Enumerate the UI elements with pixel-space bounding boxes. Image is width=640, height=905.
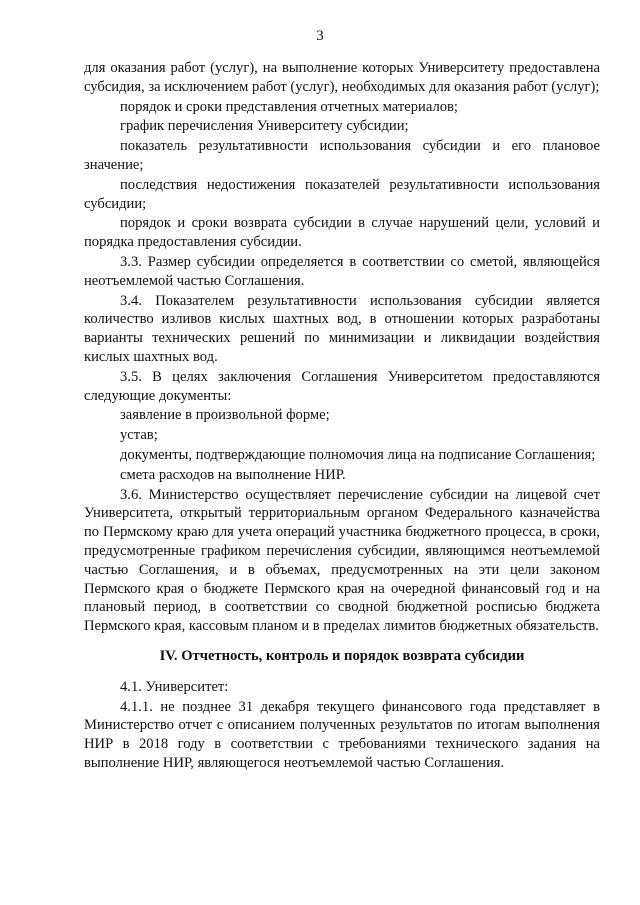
paragraph: для оказания работ (услуг), на выполнение которых Университету предоставлена субсидия, за исключением работ (услуг), необходимых для оказания работ (услуг); xyxy=(84,60,600,95)
paragraph: устав; xyxy=(120,427,158,444)
paragraph: смета расходов на выполнение НИР. xyxy=(120,466,346,483)
paragraph: 4.1.1. не позднее 31 декабря текущего финансового года представляет в Министерство отчет с описанием полученных результатов по итогам выполнения НИР в 2018 году в соответствии с требованиями технического задания на выполнение НИР, являющегося неотъемлемой частью Соглашения. xyxy=(84,698,600,771)
paragraph: порядок и сроки возврата субсидии в случае нарушений цели, условий и порядка предоставления субсидии. xyxy=(84,215,600,251)
paragraph: последствия недостижения показателей результативности использования субсидии; xyxy=(84,176,600,212)
paragraph: 4.1. Университет: xyxy=(120,678,229,695)
paragraph: порядок и сроки представления отчетных материалов; xyxy=(120,98,458,115)
paragraph: документы, подтверждающие полномочия лица на подписание Соглашения; xyxy=(120,446,596,463)
paragraph: 3.3. Размер субсидии определяется в соответствии со сметой, являющейся неотъемлемой частью Соглашения. xyxy=(84,253,600,289)
document-body xyxy=(84,59,600,773)
section-heading: IV. Отчетность, контроль и порядок возврата субсидии xyxy=(159,647,525,664)
paragraph: график перечисления Университету субсидии; xyxy=(120,118,409,135)
paragraph: 3.4. Показателем результативности использования субсидии является количество изливов кислых шахтных вод, в отношении которых разработаны варианты технических решений по минимизации и ликвидации воздействия кислых шахтных вод. xyxy=(84,292,600,365)
paragraph: показатель результативности использования субсидии и его плановое значение; xyxy=(84,138,600,173)
paragraph: заявление в произвольной форме; xyxy=(120,407,330,424)
page-number: 3 xyxy=(316,28,324,44)
paragraph: 3.5. В целях заключения Соглашения Университетом предоставляются следующие документы: xyxy=(84,368,600,404)
paragraph: 3.6. Министерство осуществляет перечисление субсидии на лицевой счет Университета, открытый территориальным органом Федерального казначейства по Пермскому краю для учета операций участника бюджетного процесса, в сроки, предусмотренные графиком перечисления субсидии, являющимся неотъемлемой частью Соглашения, и в объемах, предусмотренных на эти цели законом Пермского края о бюджете Пермского края на очередной финансовый год и на плановый период, в соответствии со сводной бюджетной росписью бюджета Пермского края, кассовым планом и в пределах лимитов бюджетных обязательств. xyxy=(84,486,600,635)
